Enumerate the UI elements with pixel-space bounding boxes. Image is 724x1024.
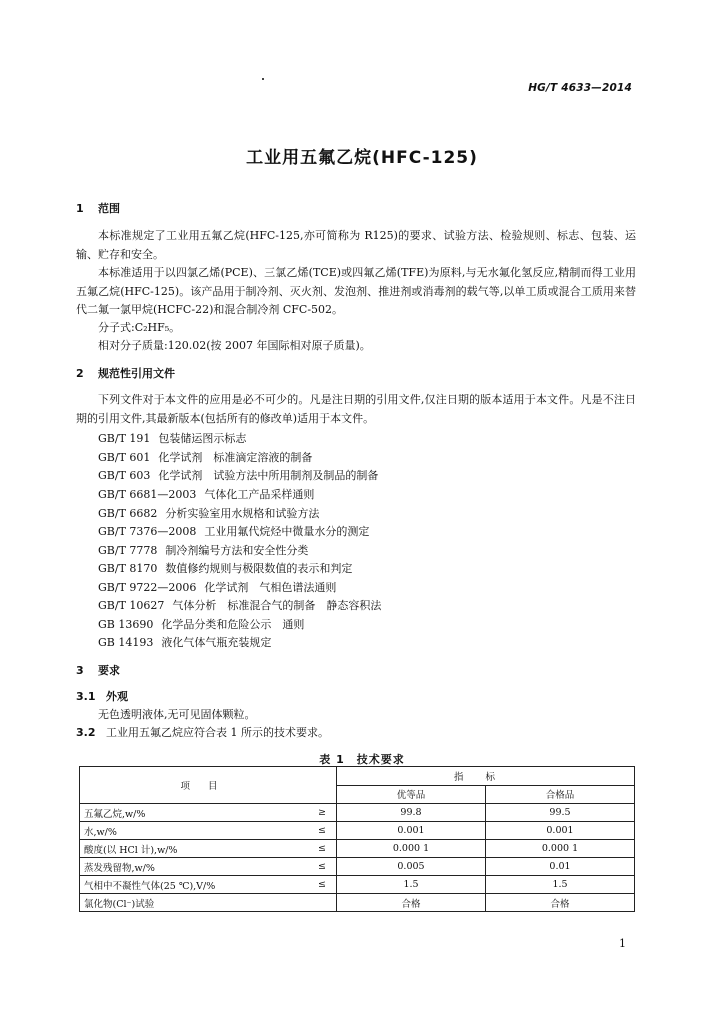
- subsection-3-1-heading: [76, 688, 128, 704]
- reference-title: 化学试剂 气相色谱法通则: [204, 581, 337, 594]
- qualified-value: 1.5: [486, 876, 635, 894]
- reference-code: GB/T 601: [98, 451, 151, 464]
- item-name: 五氟乙烷,w/%: [80, 804, 309, 822]
- document-title: 工业用五氟乙烷(HFC-125): [246, 148, 478, 168]
- table-header-row: [80, 767, 635, 786]
- table-row: [80, 894, 635, 912]
- reference-title: 气体化工产品采样通则: [204, 488, 315, 501]
- reference-code: GB/T 7778: [98, 544, 158, 557]
- item-operator: ≥: [308, 804, 337, 822]
- reference-code: GB/T 9722—2006: [98, 581, 197, 594]
- reference-item: [98, 430, 246, 446]
- reference-item: [98, 616, 304, 632]
- reference-item: [98, 597, 381, 613]
- reference-title: 数值修约规则与极限数值的表示和判定: [165, 562, 353, 575]
- section-1-heading: [76, 200, 120, 216]
- subsection-number: 3.1: [76, 690, 96, 703]
- reference-item: [98, 486, 314, 502]
- reference-code: GB/T 6682: [98, 507, 158, 520]
- appearance-text: 无色透明液体,无可见固体颗粒。: [98, 708, 256, 721]
- section-title: 要求: [98, 664, 120, 677]
- qualified-value: 合格: [486, 894, 635, 912]
- reference-item: [98, 542, 308, 558]
- reference-item: [98, 449, 312, 465]
- subsection-number: 3.2: [76, 726, 96, 739]
- reference-title: 分析实验室用水规格和试验方法: [165, 507, 320, 520]
- reference-item: [98, 634, 271, 650]
- reference-item: [98, 579, 336, 595]
- item-name: 酸度(以 HCl 计),w/%: [80, 840, 309, 858]
- item-name: 氯化物(Cl⁻)试验: [80, 894, 309, 912]
- reference-item: [98, 467, 378, 483]
- subsection-text: 工业用五氟乙烷应符合表 1 所示的技术要求。: [106, 726, 329, 739]
- references-intro: 下列文件对于本文件的应用是必不可少的。凡是注日期的引用文件,仅注日期的版本适用于本文件。凡是不注日期的引用文件,其最新版本(包括所有的修改单)适用于本文件。: [76, 393, 636, 425]
- spec-table: [79, 766, 635, 912]
- table-row: [80, 804, 635, 822]
- page-number: 1: [619, 937, 626, 950]
- reference-title: 包装储运图示标志: [158, 432, 247, 445]
- column-header-item: 项目: [80, 767, 337, 804]
- reference-title: 制冷剂编号方法和安全性分类: [165, 544, 309, 557]
- molecular-formula: 分子式:C₂HF₅。: [98, 321, 181, 334]
- reference-item: [98, 560, 352, 576]
- subsection-3-2: [76, 724, 329, 740]
- reference-code: GB/T 8170: [98, 562, 158, 575]
- section-2-heading: [76, 365, 175, 381]
- reference-code: GB/T 10627: [98, 599, 165, 612]
- reference-item: [98, 523, 369, 539]
- item-operator: ≤: [308, 822, 337, 840]
- section-number: 1: [76, 202, 84, 215]
- table-row: [80, 822, 635, 840]
- reference-code: GB 13690: [98, 618, 154, 631]
- reference-title: 液化气体气瓶充装规定: [161, 636, 272, 649]
- item-name: 气相中不凝性气体(25 ℃),V/%: [80, 876, 309, 894]
- premium-value: 1.5: [337, 876, 486, 894]
- standard-code: HG/T 4633—2014: [528, 82, 632, 94]
- item-operator: ≤: [308, 840, 337, 858]
- column-header-premium: 优等品: [337, 785, 486, 804]
- column-header-index: 指标: [337, 767, 635, 786]
- table-row: [80, 876, 635, 894]
- reference-code: GB/T 7376—2008: [98, 525, 197, 538]
- scope-paragraph-1: 本标准规定了工业用五氟乙烷(HFC-125,亦可简称为 R125)的要求、试验方法、检验规则、标志、包装、运输、贮存和安全。: [76, 229, 636, 261]
- table-caption: 表 1 技术要求: [319, 753, 405, 766]
- item-name: 蒸发残留物,w/%: [80, 858, 309, 876]
- section-title: 规范性引用文件: [98, 367, 175, 380]
- reference-code: GB 14193: [98, 636, 154, 649]
- qualified-value: 0.01: [486, 858, 635, 876]
- table-row: [80, 858, 635, 876]
- item-operator: ≤: [308, 876, 337, 894]
- reference-title: 工业用氟代烷烃中微量水分的测定: [204, 525, 370, 538]
- subsection-title: 外观: [106, 690, 128, 703]
- premium-value: 0.000 1: [337, 840, 486, 858]
- reference-title: 化学品分类和危险公示 通则: [161, 618, 305, 631]
- premium-value: 99.8: [337, 804, 486, 822]
- column-header-qualified: 合格品: [486, 785, 635, 804]
- table-row: [80, 840, 635, 858]
- qualified-value: 0.001: [486, 822, 635, 840]
- premium-value: 0.005: [337, 858, 486, 876]
- reference-title: 化学试剂 标准滴定溶液的制备: [158, 451, 313, 464]
- scan-speck: [262, 78, 264, 80]
- item-operator: [308, 894, 337, 912]
- reference-title: 化学试剂 试验方法中所用制剂及制品的制备: [158, 469, 379, 482]
- reference-code: GB/T 603: [98, 469, 151, 482]
- section-number: 3: [76, 664, 84, 677]
- premium-value: 合格: [337, 894, 486, 912]
- section-number: 2: [76, 367, 84, 380]
- qualified-value: 0.000 1: [486, 840, 635, 858]
- reference-code: GB/T 191: [98, 432, 151, 445]
- section-3-heading: [76, 662, 120, 678]
- molar-mass: 相对分子质量:120.02(按 2007 年国际相对原子质量)。: [98, 339, 371, 352]
- section-title: 范围: [98, 202, 120, 215]
- reference-item: [98, 505, 319, 521]
- item-operator: ≤: [308, 858, 337, 876]
- scope-paragraph-2: 本标准适用于以四氯乙烯(PCE)、三氯乙烯(TCE)或四氟乙烯(TFE)为原料,与无水氟化氢反应,精制而得工业用五氟乙烷(HFC-125)。该产品用于制冷剂、灭火剂、发泡剂、推进剂或消毒剂的载气等,以单工质或混合工质用来替代二氟一氯甲烷(HCFC-22)和混合制冷剂 CFC-502。: [76, 266, 636, 316]
- reference-title: 气体分析 标准混合气的制备 静态容积法: [172, 599, 382, 612]
- qualified-value: 99.5: [486, 804, 635, 822]
- reference-code: GB/T 6681—2003: [98, 488, 197, 501]
- premium-value: 0.001: [337, 822, 486, 840]
- item-name: 水,w/%: [80, 822, 309, 840]
